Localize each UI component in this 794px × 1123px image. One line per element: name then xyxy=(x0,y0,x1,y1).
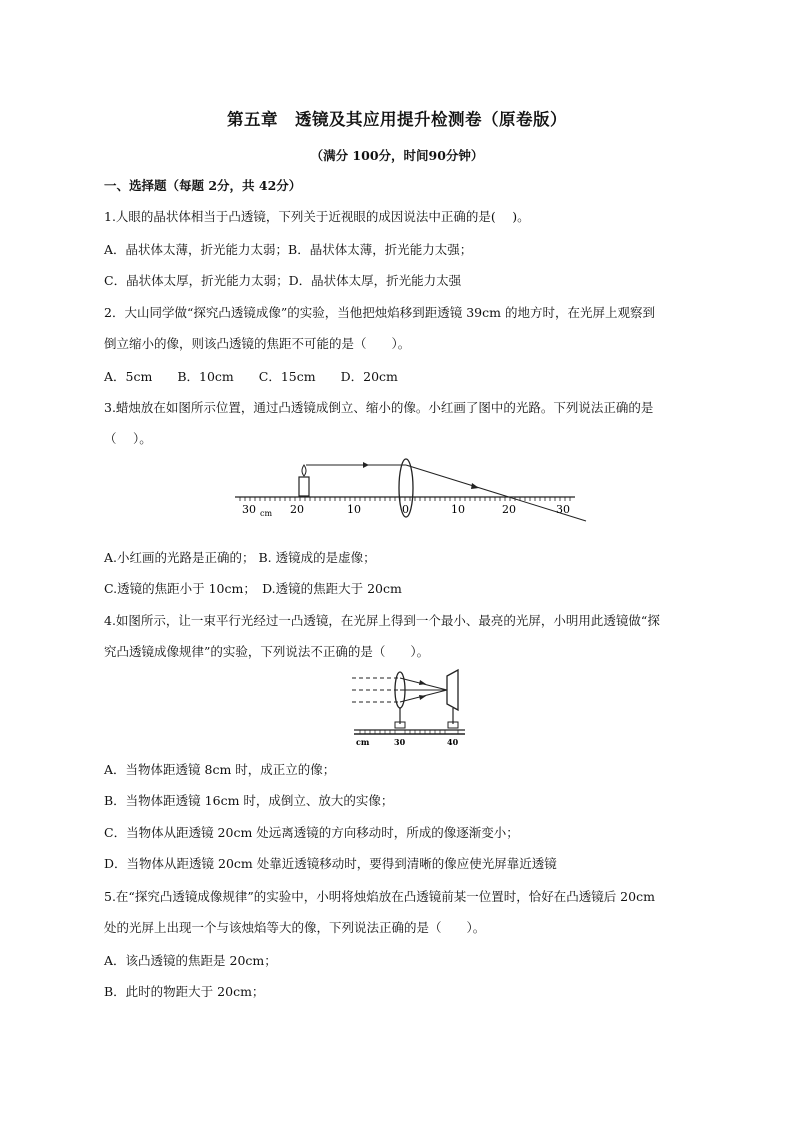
question-4-stem-line1: 4.如图所示，让一束平行光经过一凸透镜，在光屏上得到一个最小、最亮的光屏，小明用此透镜做“探 xyxy=(104,613,660,628)
question-4-option-b: B．当物体距透镜 16cm 时，成倒立、放大的实像； xyxy=(104,793,394,808)
tick-label: 30 xyxy=(556,503,570,516)
question-4-figure xyxy=(350,668,470,750)
tick-label: 0 xyxy=(402,503,409,516)
question-5-option-a: A．该凸透镜的焦距是 20cm； xyxy=(104,953,277,968)
question-4-option-d: D．当物体从距透镜 20cm 处靠近透镜移动时，要得到清晰的像应使光屏靠近透镜 xyxy=(104,856,557,871)
tick-label: 20 xyxy=(290,503,304,516)
question-3-stem-line1: 3.蜡烛放在如图所示位置，通过凸透镜成倒立、缩小的像。小红画了图中的光路。下列说法正确的是 xyxy=(104,400,654,415)
question-5-stem-line1: 5.在“探究凸透镜成像规律”的实验中，小明将烛焰放在凸透镜前某一位置时，恰好在凸透镜后 20cm xyxy=(104,889,655,904)
question-1-stem: 1.人眼的晶状体相当于凸透镜，下列关于近视眼的成因说法中正确的是( )。 xyxy=(104,209,530,224)
question-1-options-ab: A．晶状体太薄，折光能力太弱；B．晶状体太薄，折光能力太强； xyxy=(104,242,473,257)
question-5-option-b: B．此时的物距大于 20cm； xyxy=(104,984,265,999)
question-2-options: A．5cm B．10cm C．15cm D．20cm xyxy=(104,369,398,384)
candle-flame-icon xyxy=(302,465,306,476)
ray-arrow-icon xyxy=(363,462,369,468)
tick-label: 10 xyxy=(347,503,361,516)
question-3-options-ab: A.小红画的光路是正确的； B. 透镜成的是虚像； xyxy=(104,550,376,565)
question-2-stem-line2: 倒立缩小的像，则该凸透镜的焦距不可能的是（ ）。 xyxy=(104,336,411,351)
question-5-stem-line2: 处的光屏上出现一个与该烛焰等大的像，下列说法正确的是（ ）。 xyxy=(104,920,486,935)
question-2-stem-line1: 2．大山同学做“探究凸透镜成像”的实验，当他把烛焰移到距透镜 39cm 的地方时，在光屏上观察到 xyxy=(104,305,655,320)
section-heading: 一、选择题（每题 2分，共 42分） xyxy=(104,178,302,193)
tick-unit: cm xyxy=(356,737,370,747)
tick-label: 20 xyxy=(502,503,516,516)
page-title: 第五章 透镜及其应用提升检测卷（原卷版） xyxy=(227,110,567,129)
question-4-option-c: C．当物体从距透镜 20cm 处远离透镜的方向移动时，所成的像逐渐变小； xyxy=(104,825,519,840)
tick-label: 40 xyxy=(447,737,459,747)
question-3-stem-line2: （ ）。 xyxy=(104,431,152,446)
light-screen xyxy=(447,670,458,710)
tick-unit: cm xyxy=(260,509,273,518)
tick-label: 30 xyxy=(242,503,256,516)
question-3-figure xyxy=(230,455,600,530)
question-4-stem-line2: 究凸透镜成像规律”的实验，下列说法不正确的是（ ）。 xyxy=(104,644,430,659)
question-4-option-a: A．当物体距透镜 8cm 时，成正立的像； xyxy=(104,762,336,777)
exam-info: （满分 100分，时间90分钟） xyxy=(310,148,484,163)
tick-label: 10 xyxy=(451,503,465,516)
candle xyxy=(299,477,309,496)
tick-label: 30 xyxy=(394,737,406,747)
ray-arrow-icon xyxy=(471,483,479,489)
question-1-options-cd: C．晶状体太厚，折光能力太弱；D．晶状体太厚，折光能力太强 xyxy=(104,273,462,288)
question-3-options-cd: C.透镜的焦距小于 10cm； D.透镜的焦距大于 20cm xyxy=(104,581,402,596)
